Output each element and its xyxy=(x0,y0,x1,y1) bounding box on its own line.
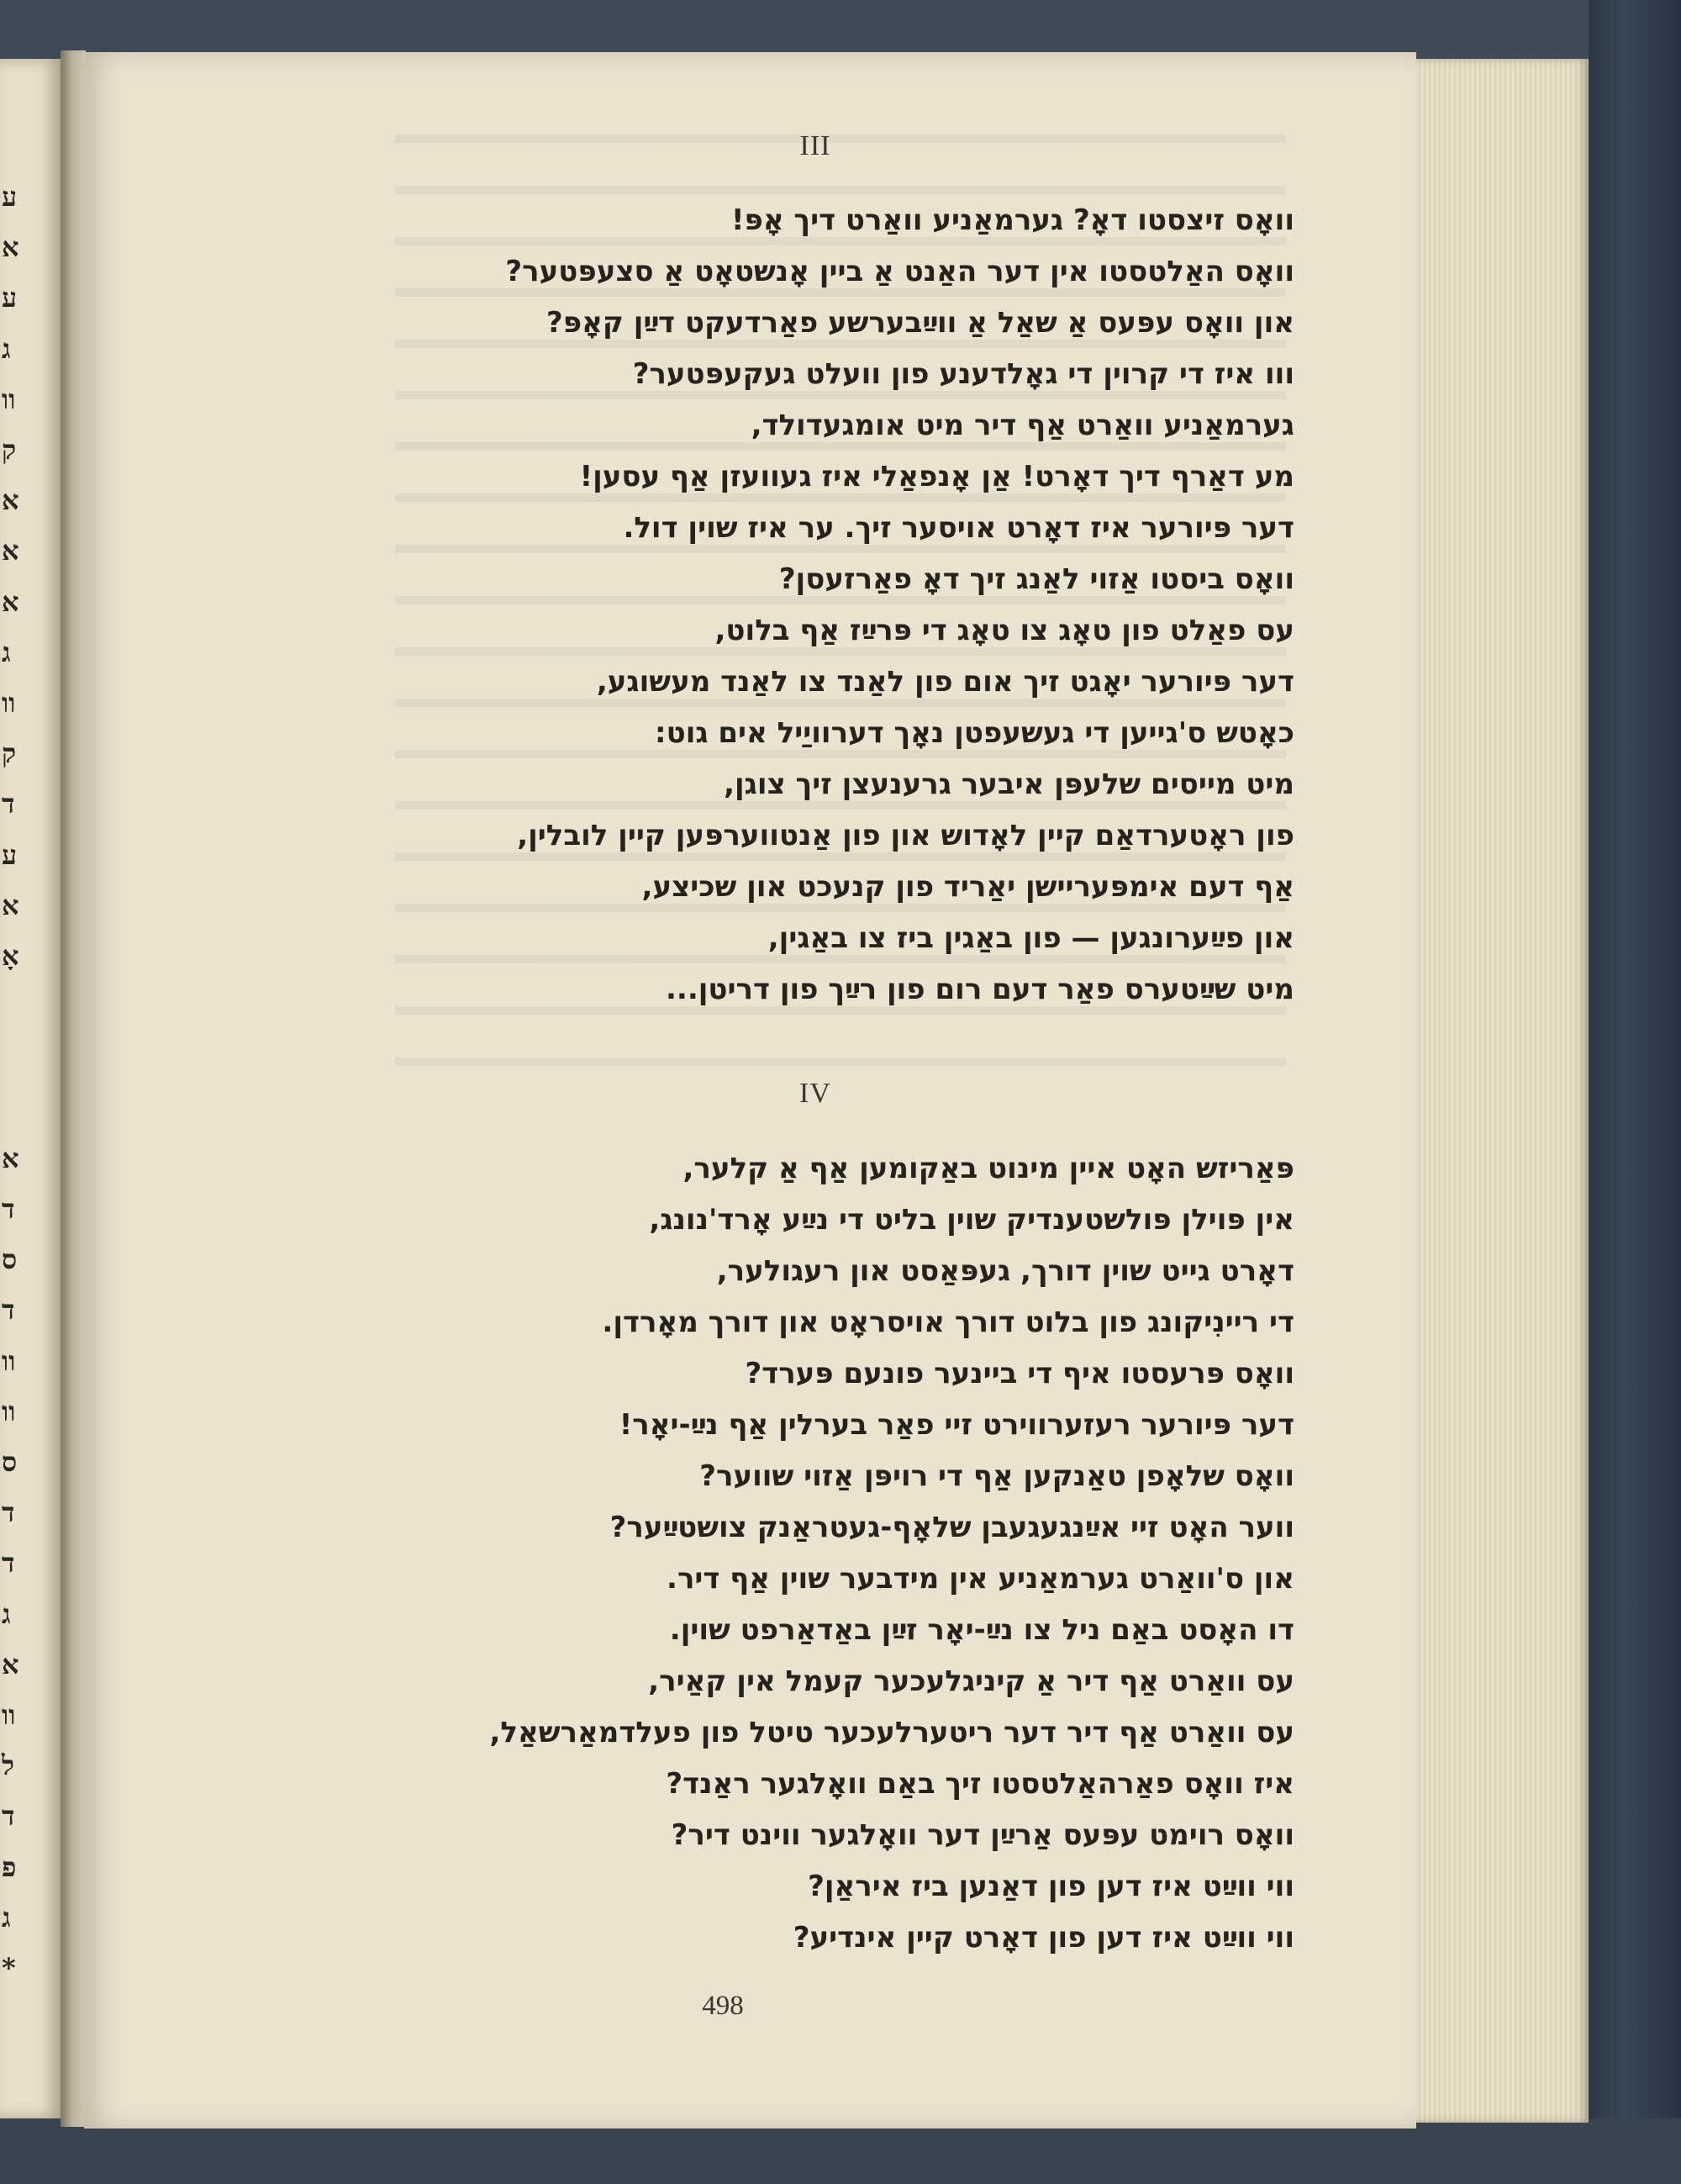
verse-line: און פײַערונגען — פון באַגין ביז צו באַגין, xyxy=(767,921,1294,955)
left-page-glyph: א xyxy=(2,585,19,618)
left-page-glyph: ג xyxy=(2,1901,11,1933)
verse-line: עס וואַרט אַף דיר דער ריטערלעכער טיטל פון פעלדמאַרשאַל, xyxy=(489,1716,1294,1749)
left-page-glyph: ס xyxy=(2,1446,18,1478)
left-page-glyph: ג xyxy=(2,1597,11,1630)
verse-line: וואָס שלאָפן טאַנקען אַף די רויפּן אַזוי שווער? xyxy=(699,1459,1294,1493)
verse-line: איז וואָס פאַרהאַלטסטו זיך באַם וואָלגער ראַנד? xyxy=(666,1767,1294,1801)
left-page-glyph: וו xyxy=(2,1344,16,1377)
left-page-glyph: ע xyxy=(2,181,18,213)
verse-line: די ריינִיקונג פון בלוט דורך אויסראָט און דורך מאָרדן. xyxy=(602,1306,1294,1339)
verse-line: וואָס פּרעסטו איף די ביינער פונעם פּערד? xyxy=(745,1357,1294,1390)
left-page-glyph: א xyxy=(2,484,19,517)
left-page-glyph: וו xyxy=(2,1395,16,1427)
verse-line: גערמאַניע וואַרט אַף דיר מיט אומגעדולד, xyxy=(751,409,1294,442)
verse-line: דער פּיורער יאָגט זיך אום פון לאַנד צו לאַנד מעשוגע, xyxy=(596,665,1294,699)
page-edges xyxy=(1416,59,1589,2123)
left-page-glyph: ד xyxy=(2,1800,15,1833)
left-page-glyph: א xyxy=(2,1142,19,1174)
left-page-glyph: ע xyxy=(2,838,18,871)
left-page-glyph: ד xyxy=(2,1193,15,1225)
left-page-glyph: א xyxy=(2,535,19,567)
left-page-glyph: ל xyxy=(2,1749,14,1782)
left-page-glyph: וו xyxy=(2,1699,16,1731)
poem-section-iii xyxy=(261,195,1294,1016)
verse-line: ווי ווײַט איז דען פון דאַנען ביז איראַן? xyxy=(808,1870,1294,1903)
verse-line: אַף דעם אימפּעריישן יאַריד פון קנעכט און שכיצע, xyxy=(641,870,1294,904)
left-page-edge xyxy=(0,59,61,2118)
left-page-glyph: ג xyxy=(2,636,11,668)
verse-line: מיט מייסים שלעפּן איבער גרענעצן זיך צוגן, xyxy=(724,768,1294,801)
left-page-glyph: ג xyxy=(2,332,11,365)
verse-line: דער פּיורער רעזערווירט זיי פאַר בערלין אַף נײַ-יאָר! xyxy=(619,1408,1294,1442)
left-page-glyph: ק xyxy=(2,434,17,466)
left-page-text xyxy=(0,59,61,2118)
verse-line: וואָס ביסטו אַזוי לאַנג זיך דאָ פאַרזעסן? xyxy=(778,562,1294,596)
left-page-glyph: ס xyxy=(2,1243,18,1276)
book-cover-spine xyxy=(1589,0,1681,2184)
verse-line: וואָס האַלטסטו אין דער האַנט אַ ביין אָנשטאָט אַ סצעפּטער? xyxy=(505,255,1294,288)
left-page-glyph: ד xyxy=(2,788,15,820)
verse-line: און ס'וואַרט גערמאַניע אין מידבער שוין אַף דיר. xyxy=(667,1562,1294,1596)
verse-line: וואָס רוימט עפּעס אַרײַן דער וואָלגער ווינט דיר? xyxy=(671,1818,1294,1852)
left-page-glyph: ע xyxy=(2,282,18,314)
verse-line: דאָרט גייט שוין דורך, געפּאַסט און רעגולער, xyxy=(716,1254,1294,1288)
left-page-glyph: א xyxy=(2,889,19,921)
verse-line: פון ראָטערדאַם קיין לאָדוש און פון אַנטווערפּען קיין לובלין, xyxy=(517,819,1294,852)
verse-line: אין פּוילן פּולשטענדיק שוין בליט די נײַע אָרד'נונג, xyxy=(649,1203,1294,1237)
verse-line: ווי ווײַט איז דען פון דאָרט קיין אינדיע? xyxy=(793,1921,1294,1955)
verse-line: און וואָס עפּעס אַ שאַל אַ ווײַבערשע פאַרדעקט דײַן קאָפּ? xyxy=(546,306,1294,340)
verse-line: כאָטש ס'גייען די געשעפטן נאָך דערוויַיל אים גוט: xyxy=(655,716,1294,750)
left-page-glyph: ד xyxy=(2,1547,15,1580)
book-gutter xyxy=(61,50,86,2127)
left-page-glyph: * xyxy=(2,1952,16,1984)
verse-line: עס פאַלט פון טאָג צו טאָג די פּרײַז אַף בלוט, xyxy=(714,614,1294,647)
verse-line: מיט שײַטערס פאַר דעם רום פון רײַך פון דריטן... xyxy=(666,973,1294,1006)
verse-line: דער פּיורער איז דאָרט אויסער זיך. ער איז שוין דול. xyxy=(623,511,1294,545)
section-heading-iii: III xyxy=(799,130,831,161)
left-page-glyph: וו xyxy=(2,687,16,719)
verse-line: פּאַריזש האָט איין מינוט באַקומען אַף אַ קלער, xyxy=(682,1152,1294,1185)
left-page-glyph: א xyxy=(2,231,19,264)
section-heading-iv: IV xyxy=(799,1078,831,1109)
left-page-glyph: ד xyxy=(2,1496,15,1529)
poem-section-iv xyxy=(261,1143,1294,1964)
verse-line: מע דאַרף דיך דאָרט! אַן אָנפאַלי איז געוועזן אַף עסען! xyxy=(579,460,1294,493)
verse-line: עס וואַרט אַף דיר אַ קיניגלעכער קעמל אין קאַיר, xyxy=(648,1664,1294,1698)
left-page-glyph: אָ xyxy=(2,940,19,972)
left-page-glyph: א xyxy=(2,1648,19,1680)
left-page-glyph: ד xyxy=(2,1294,15,1327)
left-page-glyph: ק xyxy=(2,737,17,770)
verse-line: וואָס זיצסטו דאָ? גערמאַניע וואַרט דיך אָפּ! xyxy=(730,203,1294,237)
verse-line: ווער האָט זיי אײַנגעגעבן שלאָף-געטראַנק צושטײַער? xyxy=(609,1511,1294,1544)
verse-line: ווו איז די קרוין די גאָלדענע פון וועלט געקעפּטער? xyxy=(632,357,1294,391)
verse-line: דו האָסט באַם ניל צו נײַ-יאָר זײַן באַדאַרפט שוין. xyxy=(669,1613,1294,1647)
left-page-glyph: פ xyxy=(2,1850,17,1883)
page-number: 498 xyxy=(702,1991,744,2021)
left-page-glyph: וו xyxy=(2,382,16,415)
